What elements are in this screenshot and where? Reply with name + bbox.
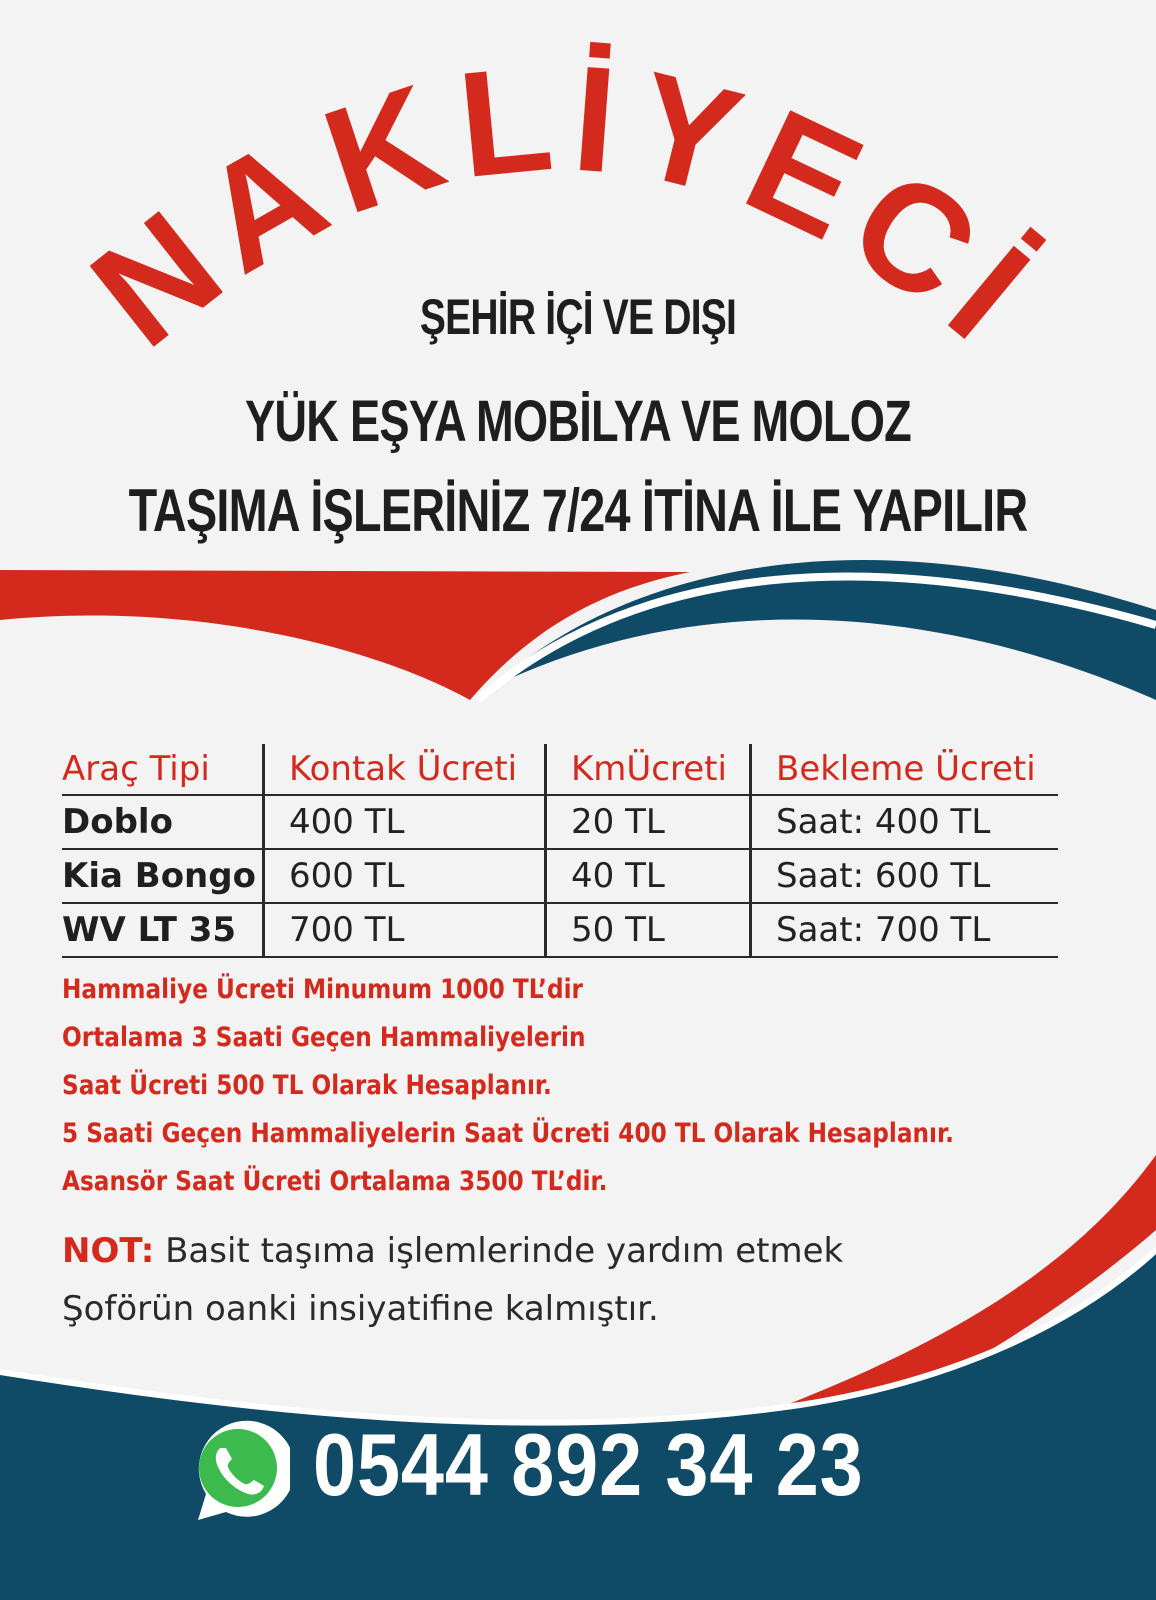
headline-goods: YÜK EŞYA MOBİLYA VE MOLOZ xyxy=(245,389,911,454)
brand-title-text: NAKLİYECİ xyxy=(61,31,1070,379)
km-fee: 50 TL xyxy=(546,903,751,957)
km-fee: 20 TL xyxy=(546,795,751,849)
note-line: Ortalama 3 Saati Geçen Hammaliyelerin xyxy=(62,1022,586,1053)
footnote-label: NOT: xyxy=(62,1231,155,1271)
phone-number[interactable]: 0544 892 34 23 xyxy=(313,1415,864,1514)
waiting-fee: Saat: 400 TL xyxy=(751,795,1059,849)
header-km-fee: KmÜcreti xyxy=(546,744,751,795)
whatsapp-icon[interactable] xyxy=(178,1412,290,1524)
header-vehicle-type: Araç Tipi xyxy=(62,744,264,795)
price-table xyxy=(62,744,1058,958)
header-waiting-fee: Bekleme Ücreti xyxy=(751,744,1059,795)
header-base-fee: Kontak Ücreti xyxy=(264,744,546,795)
pricing-notes xyxy=(62,966,1062,1206)
table-row xyxy=(62,795,1058,849)
note-line: Saat Ücreti 500 TL Olarak Hesaplanır. xyxy=(62,1070,552,1101)
brand-title xyxy=(0,0,1156,420)
footnote xyxy=(62,1222,1062,1338)
footnote-line-1 xyxy=(62,1222,1062,1280)
footnote-text-2: Şoförün oanki insiyatifine kalmıştır. xyxy=(62,1289,659,1329)
footnote-text-1: Basit taşıma işlemlerinde yardım etmek xyxy=(165,1231,844,1271)
note-line: Hammaliye Ücreti Minumum 1000 TL’dir xyxy=(62,974,583,1005)
waiting-fee: Saat: 700 TL xyxy=(751,903,1059,957)
vehicle-name: Doblo xyxy=(62,795,264,849)
headline-city: ŞEHİR İÇİ VE DIŞI xyxy=(419,289,737,345)
table-header-row xyxy=(62,744,1058,795)
base-fee: 400 TL xyxy=(264,795,546,849)
km-fee: 40 TL xyxy=(546,849,751,903)
vehicle-name: Kia Bongo xyxy=(62,849,264,903)
note-line: 5 Saati Geçen Hammaliyelerin Saat Ücreti 400 TL Olarak Hesaplanır. xyxy=(62,1118,954,1149)
table-row xyxy=(62,849,1058,903)
note-line: Asansör Saat Ücreti Ortalama 3500 TL’dir. xyxy=(62,1166,608,1197)
waiting-fee: Saat: 600 TL xyxy=(751,849,1059,903)
base-fee: 700 TL xyxy=(264,903,546,957)
base-fee: 600 TL xyxy=(264,849,546,903)
table-row xyxy=(62,903,1058,957)
headline-service: TAŞIMA İŞLERİNİZ 7/24 İTİNA İLE YAPILIR xyxy=(128,477,1028,544)
vehicle-name: WV LT 35 xyxy=(62,903,264,957)
